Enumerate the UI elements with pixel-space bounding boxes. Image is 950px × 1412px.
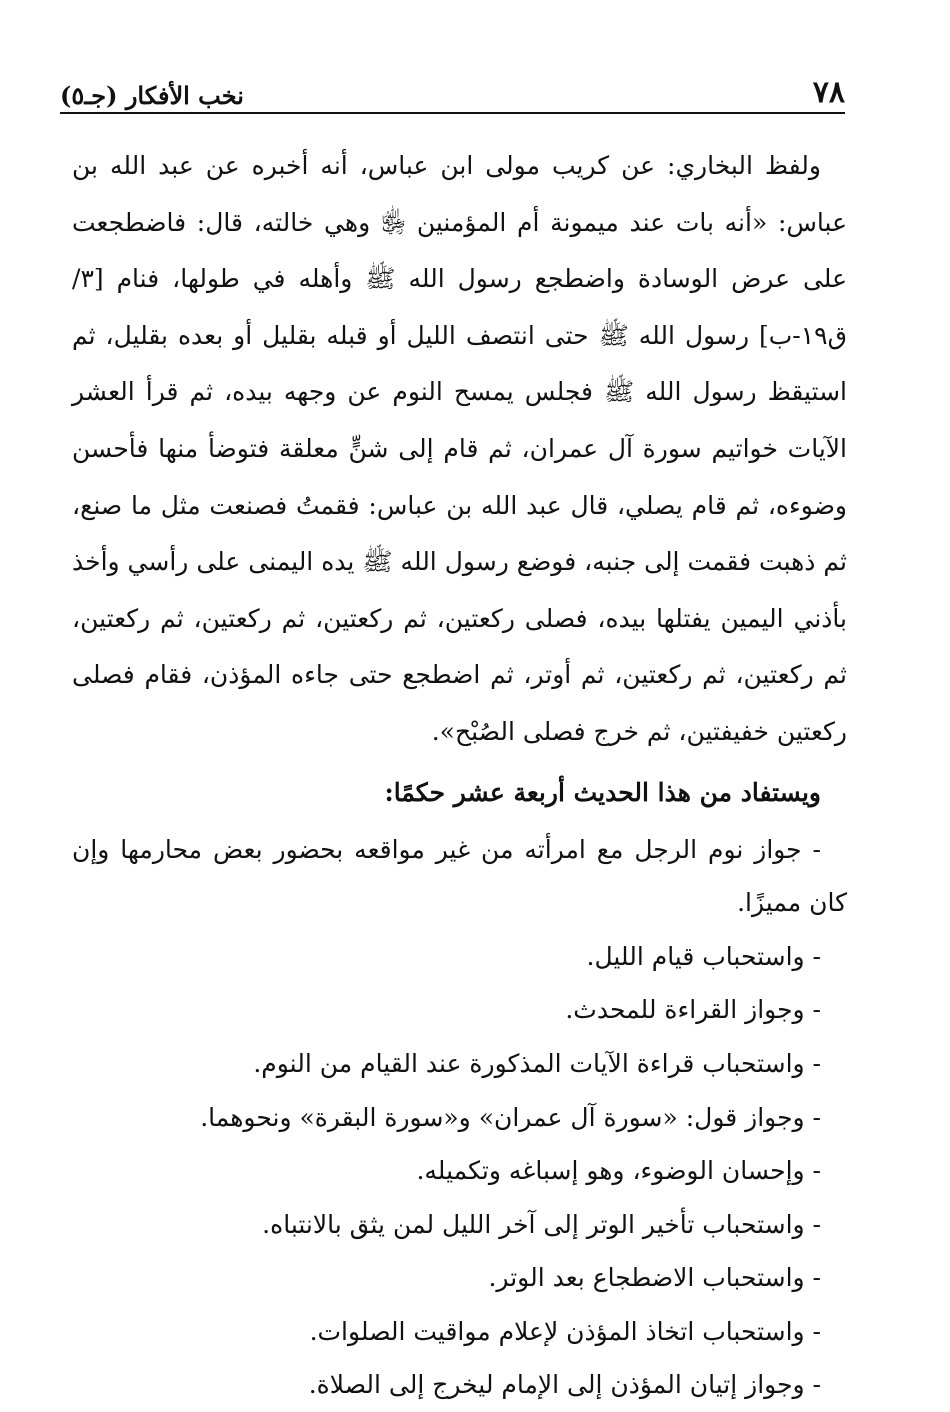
list-item: - وإحسان الوضوء، وهو إسباغه وتكميله. (416, 1156, 821, 1186)
list-item: - جواز نوم الرجل مع امرأته من غير مواقعه بحضور بعض محارمها وإن كان مميزًا. (72, 834, 847, 918)
hadith-paragraph: ولفظ البخاري: عن كريب مولى ابن عباس، أنه أخبره عن عبد الله بن عباس: «أنه بات عند ميمونة أم المؤمنين ﵂ وهي خالته، قال: فاضطجعت على عرض الوسادة واضطجع رسول الله ﷺ وأهله في طولها، فنام [٣/ ق١٩-ب] رسول الله ﷺ حتى انتصف الليل أو قبله بقليل أو بعده بقليل، ثم استيقظ رسول الله ﷺ فجلس يمسح النوم عن وجهه بيده، ثم قرأ العشر الآيات خواتيم سورة آل عمران، ثم قام إلى شنٍّ معلقة فتوضأ منها فأحسن وضوءه، ثم قام يصلي، قال عبد الله بن عباس: فقمتُ فصنعت مثل ما صنع، ثم ذهبت فقمت إلى جنبه، فوضع رسول الله ﷺ يده اليمنى على رأسي وأخذ بأذني اليمين يفتلها بيده، فصلى ركعتين، ثم ركعتين، ثم ركعتين، ثم ركعتين، ثم ركعتين، ثم ركعتين، ثم أوتر، ثم اضطجع حتى جاءه المؤذن، فقام فصلى ركعتين خفيفتين، ثم خرج فصلى الصُبْح». (72, 151, 847, 746)
list-item: - وجواز القراءة للمحدث. (565, 995, 821, 1025)
page-header (60, 64, 845, 114)
list-item: - واستحباب قيام الليل. (586, 941, 821, 971)
page-body (72, 138, 847, 1412)
running-title: نخب الأفكار (جـ٥) (60, 81, 244, 110)
list-item: - وجواز إتيان المؤذن إلى الإمام ليخرج إلى الصلاة. (308, 1370, 821, 1400)
section-heading: ويستفاد من هذا الحديث أربعة عشر حكمًا: (384, 777, 821, 807)
lessons-list (72, 823, 847, 1412)
list-item: - واستحباب الاضطجاع بعد الوتر. (488, 1263, 821, 1293)
list-item: - واستحباب تأخير الوتر إلى آخر الليل لمن يثق بالانتباه. (262, 1209, 821, 1239)
list-item: - واستحباب اتخاذ المؤذن لإعلام مواقيت الصلوات. (309, 1316, 821, 1346)
list-item: - وجواز قول: «سورة آل عمران» و«سورة البقرة» ونحوهما. (200, 1102, 821, 1132)
page-number: ٧٨ (812, 75, 845, 110)
list-item: - واستحباب قراءة الآيات المذكورة عند القيام من النوم. (253, 1048, 821, 1078)
